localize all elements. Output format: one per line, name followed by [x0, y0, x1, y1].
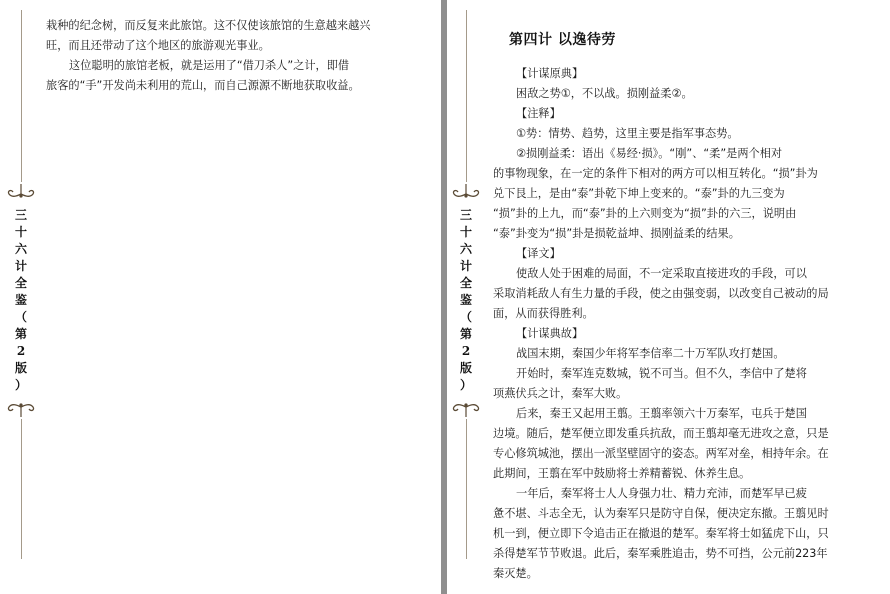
side-title-char: （: [14, 310, 27, 324]
text-line: 此期间，王翦在军中鼓励将士养精蓄锐、休养生息。: [493, 467, 751, 480]
text-line: “损”卦的上九，而“泰”卦的上六则变为“损”卦的六三，说明由: [493, 207, 797, 220]
side-title-char: 六: [459, 242, 472, 256]
side-title-char: 版: [459, 361, 472, 375]
side-title-char: 计: [459, 259, 472, 273]
scroll-ornament-icon: [451, 182, 481, 208]
text-line: 面，从而获得胜利。: [493, 307, 594, 320]
right-page-side-rule-top: [466, 10, 467, 182]
side-title-char: ）: [459, 378, 472, 392]
text-line: 机一到，便立即下令追击正在撤退的楚军。秦军将士如猛虎下山，只: [493, 527, 829, 540]
text-line: 专心修筑城池，摆出一派坚壁固守的姿态。两军对垒，相持年余。在: [493, 447, 829, 460]
text-line: 采取消耗敌人有生力量的手段，使之由强变弱，以改变自己被动的局: [493, 287, 829, 300]
side-title-char: 版: [14, 361, 27, 375]
text-line: 边境。随后，楚军便立即发重兵抗敌，而王翦却毫无进攻之意，只是: [493, 427, 829, 440]
text-line: 的事物现象，在一定的条件下相对的两方可以相互转化。“损”卦为: [493, 167, 818, 180]
left-page-body-text: [46, 16, 370, 96]
side-title-char: 三: [14, 208, 27, 222]
side-title-char: 十: [459, 225, 472, 239]
side-title-char: 全: [459, 276, 472, 290]
book-side-title: [11, 207, 31, 394]
text-line: 惫不堪、斗志全无，认为秦军只是防守自保，便决定东撤。王翦见时: [493, 507, 829, 520]
text-line: ②损刚益柔：语出《易经·损》。“刚”、“柔”是两个相对: [516, 147, 783, 160]
left-page-side-rule-top: [21, 10, 22, 182]
side-title-char: 十: [14, 225, 27, 239]
text-line: 【计谋典故】: [516, 327, 584, 340]
left-page: [0, 0, 441, 594]
side-title-char: 三: [459, 208, 472, 222]
chapter-title: 第四计 以逸待劳: [509, 32, 616, 48]
text-line: 兑下艮上，是由“泰”卦乾下坤上变来的。“泰”卦的九三变为: [493, 187, 785, 200]
side-title-char: 第: [14, 327, 27, 341]
side-title-char: 六: [14, 242, 27, 256]
text-line: 这位聪明的旅馆老板，就是运用了“借刀杀人”之计，即借: [69, 59, 350, 72]
book-side-title: [456, 207, 476, 394]
scroll-ornament-icon: [6, 182, 36, 208]
right-page-side-rule-bottom: [466, 419, 467, 559]
text-line: 一年后，秦军将士人人身强力壮、精力充沛，而楚军早已疲: [516, 487, 807, 500]
text-line: 后来，秦王又起用王翦。王翦率领六十万秦军，屯兵于楚国: [516, 407, 807, 420]
right-page: [447, 0, 890, 594]
side-title-char: 2: [16, 344, 26, 358]
right-page-body-text: [493, 64, 829, 584]
side-title-char: 计: [14, 259, 27, 273]
left-page-side-rule-bottom: [21, 419, 22, 559]
side-title-char: ）: [14, 378, 27, 392]
text-line: 战国末期，秦国少年将军李信率二十万军队攻打楚国。: [516, 347, 785, 360]
text-line: 【注释】: [516, 107, 561, 120]
text-line: 【计谋原典】: [516, 67, 584, 80]
text-line: 秦灭楚。: [493, 567, 538, 580]
text-line: 旺，而且还带动了这个地区的旅游观光事业。: [46, 39, 270, 52]
text-line: ①势：情势、趋势，这里主要是指军事态势。: [516, 127, 739, 140]
side-title-char: 2: [461, 344, 471, 358]
text-line: “泰”卦变为“损”卦是损乾益坤、损刚益柔的结果。: [493, 227, 740, 240]
text-line: 使敌人处于困难的局面，不一定采取直接进攻的手段，可以: [516, 267, 807, 280]
text-line: 【译文】: [516, 247, 561, 260]
text-line: 杀得楚军节节败退。此后，秦军乘胜追击，势不可挡，公元前223年: [493, 547, 828, 560]
side-title-char: 鉴: [459, 293, 472, 307]
text-line: 开始时，秦军连克数城，锐不可当。但不久，李信中了楚将: [516, 367, 807, 380]
text-line: 旅客的“手”开发尚未利用的荒山，而自己源源不断地获取收益。: [46, 79, 360, 92]
text-line: 栽种的纪念树，而反复来此旅馆。这不仅使该旅馆的生意越来越兴: [46, 19, 371, 32]
text-line: 项燕伏兵之计，秦军大败。: [493, 387, 628, 400]
side-title-char: 全: [14, 276, 27, 290]
text-line: 困敌之势①，不以战。损刚益柔②。: [516, 87, 693, 100]
side-title-char: （: [459, 310, 472, 324]
side-title-char: 鉴: [14, 293, 27, 307]
side-title-char: 第: [459, 327, 472, 341]
